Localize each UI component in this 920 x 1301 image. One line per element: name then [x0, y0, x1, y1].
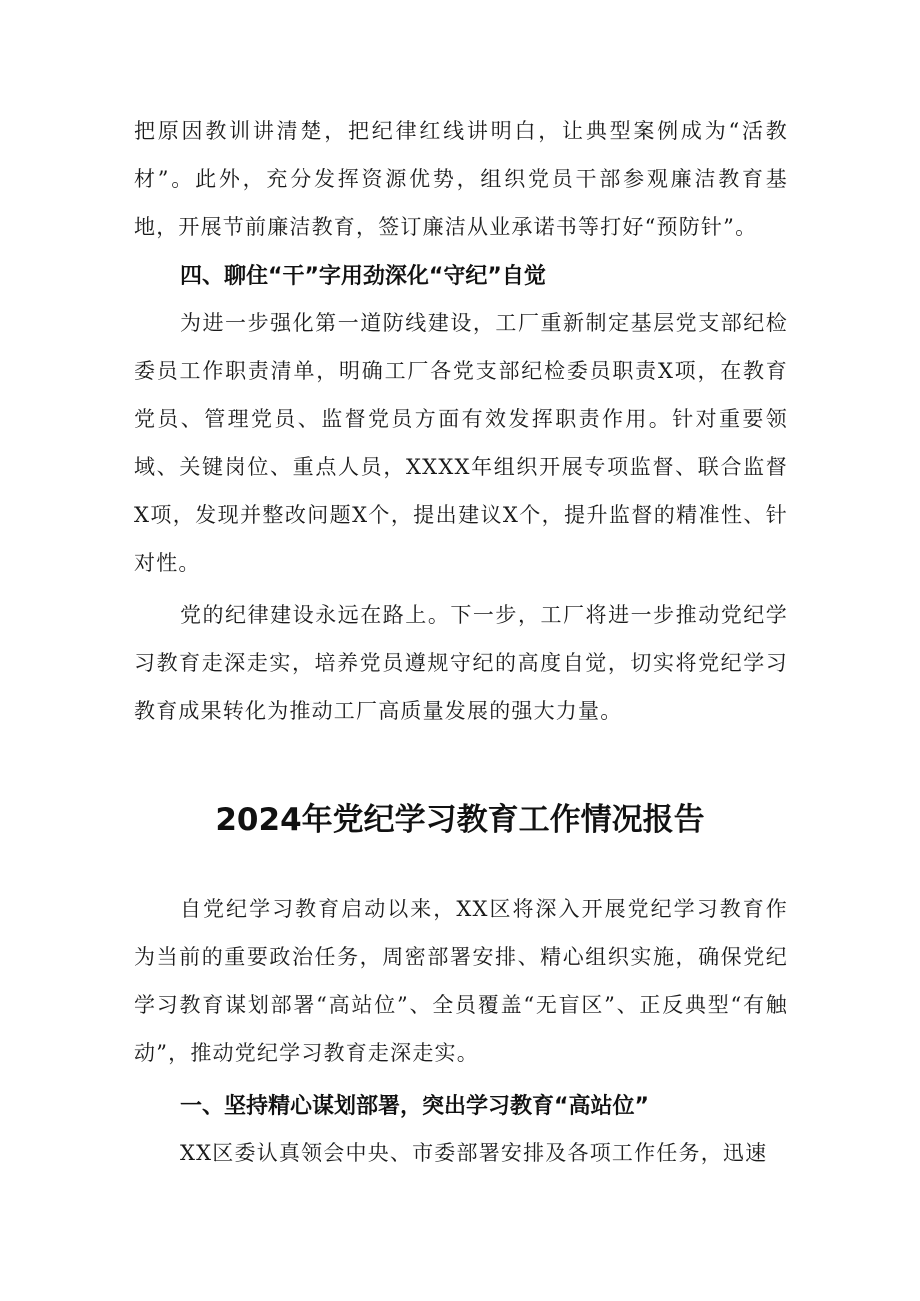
section-one-heading: 一、坚持精心谋划部署，突出学习教育“高站位” — [180, 1094, 649, 1119]
paragraph-continuation: 把原因教训讲清楚，把纪律红线讲明白，让典型案例成为“活教材”。此外，充分发挥资源优势，组织党员干部参观廉洁教育基地，开展节前廉洁教育，签订廉洁从业承诺书等打好“预防针”。 — [134, 119, 788, 239]
paragraph-section-four: 为进一步强化第一道防线建设，工厂重新制定基层党支部纪检委员工作职责清单，明确工厂各党支部纪检委员职责X项，在教育党员、管理党员、监督党员方面有效发挥职责作用。针对重要领域、关键岗位、重点人员，XXXX年组织开展专项监督、联合监督X项，发现并整改问题X个，提出建议X个，提升监督的精准性、针对性。 — [134, 311, 788, 575]
section-four-heading: 四、聊住“干”字用劲深化“守纪”自觉 — [180, 264, 546, 289]
paragraph-section-one: XX区委认真领会中央、市委部署安排及各项工作任务，迅速 — [180, 1141, 768, 1165]
paragraph-intro: 自党纪学习教育启动以来，XX区将深入开展党纪学习教育作为当前的重要政治任务，周密部署安排、精心组织实施，确保党纪学习教育谋划部署“高站位”、全员覆盖“无盲区”、正反典型“有触动”，推动党纪学习教育走深走实。 — [134, 897, 788, 1065]
report-title: 2024年党纪学习教育工作情况报告 — [215, 802, 705, 838]
paragraph-closing: 党的纪律建设永远在路上。下一步，工厂将进一步推动党纪学习教育走深走实，培养党员遵规守纪的高度自觉，切实将党纪学习教育成果转化为推动工厂高质量发展的强大力量。 — [134, 603, 788, 723]
